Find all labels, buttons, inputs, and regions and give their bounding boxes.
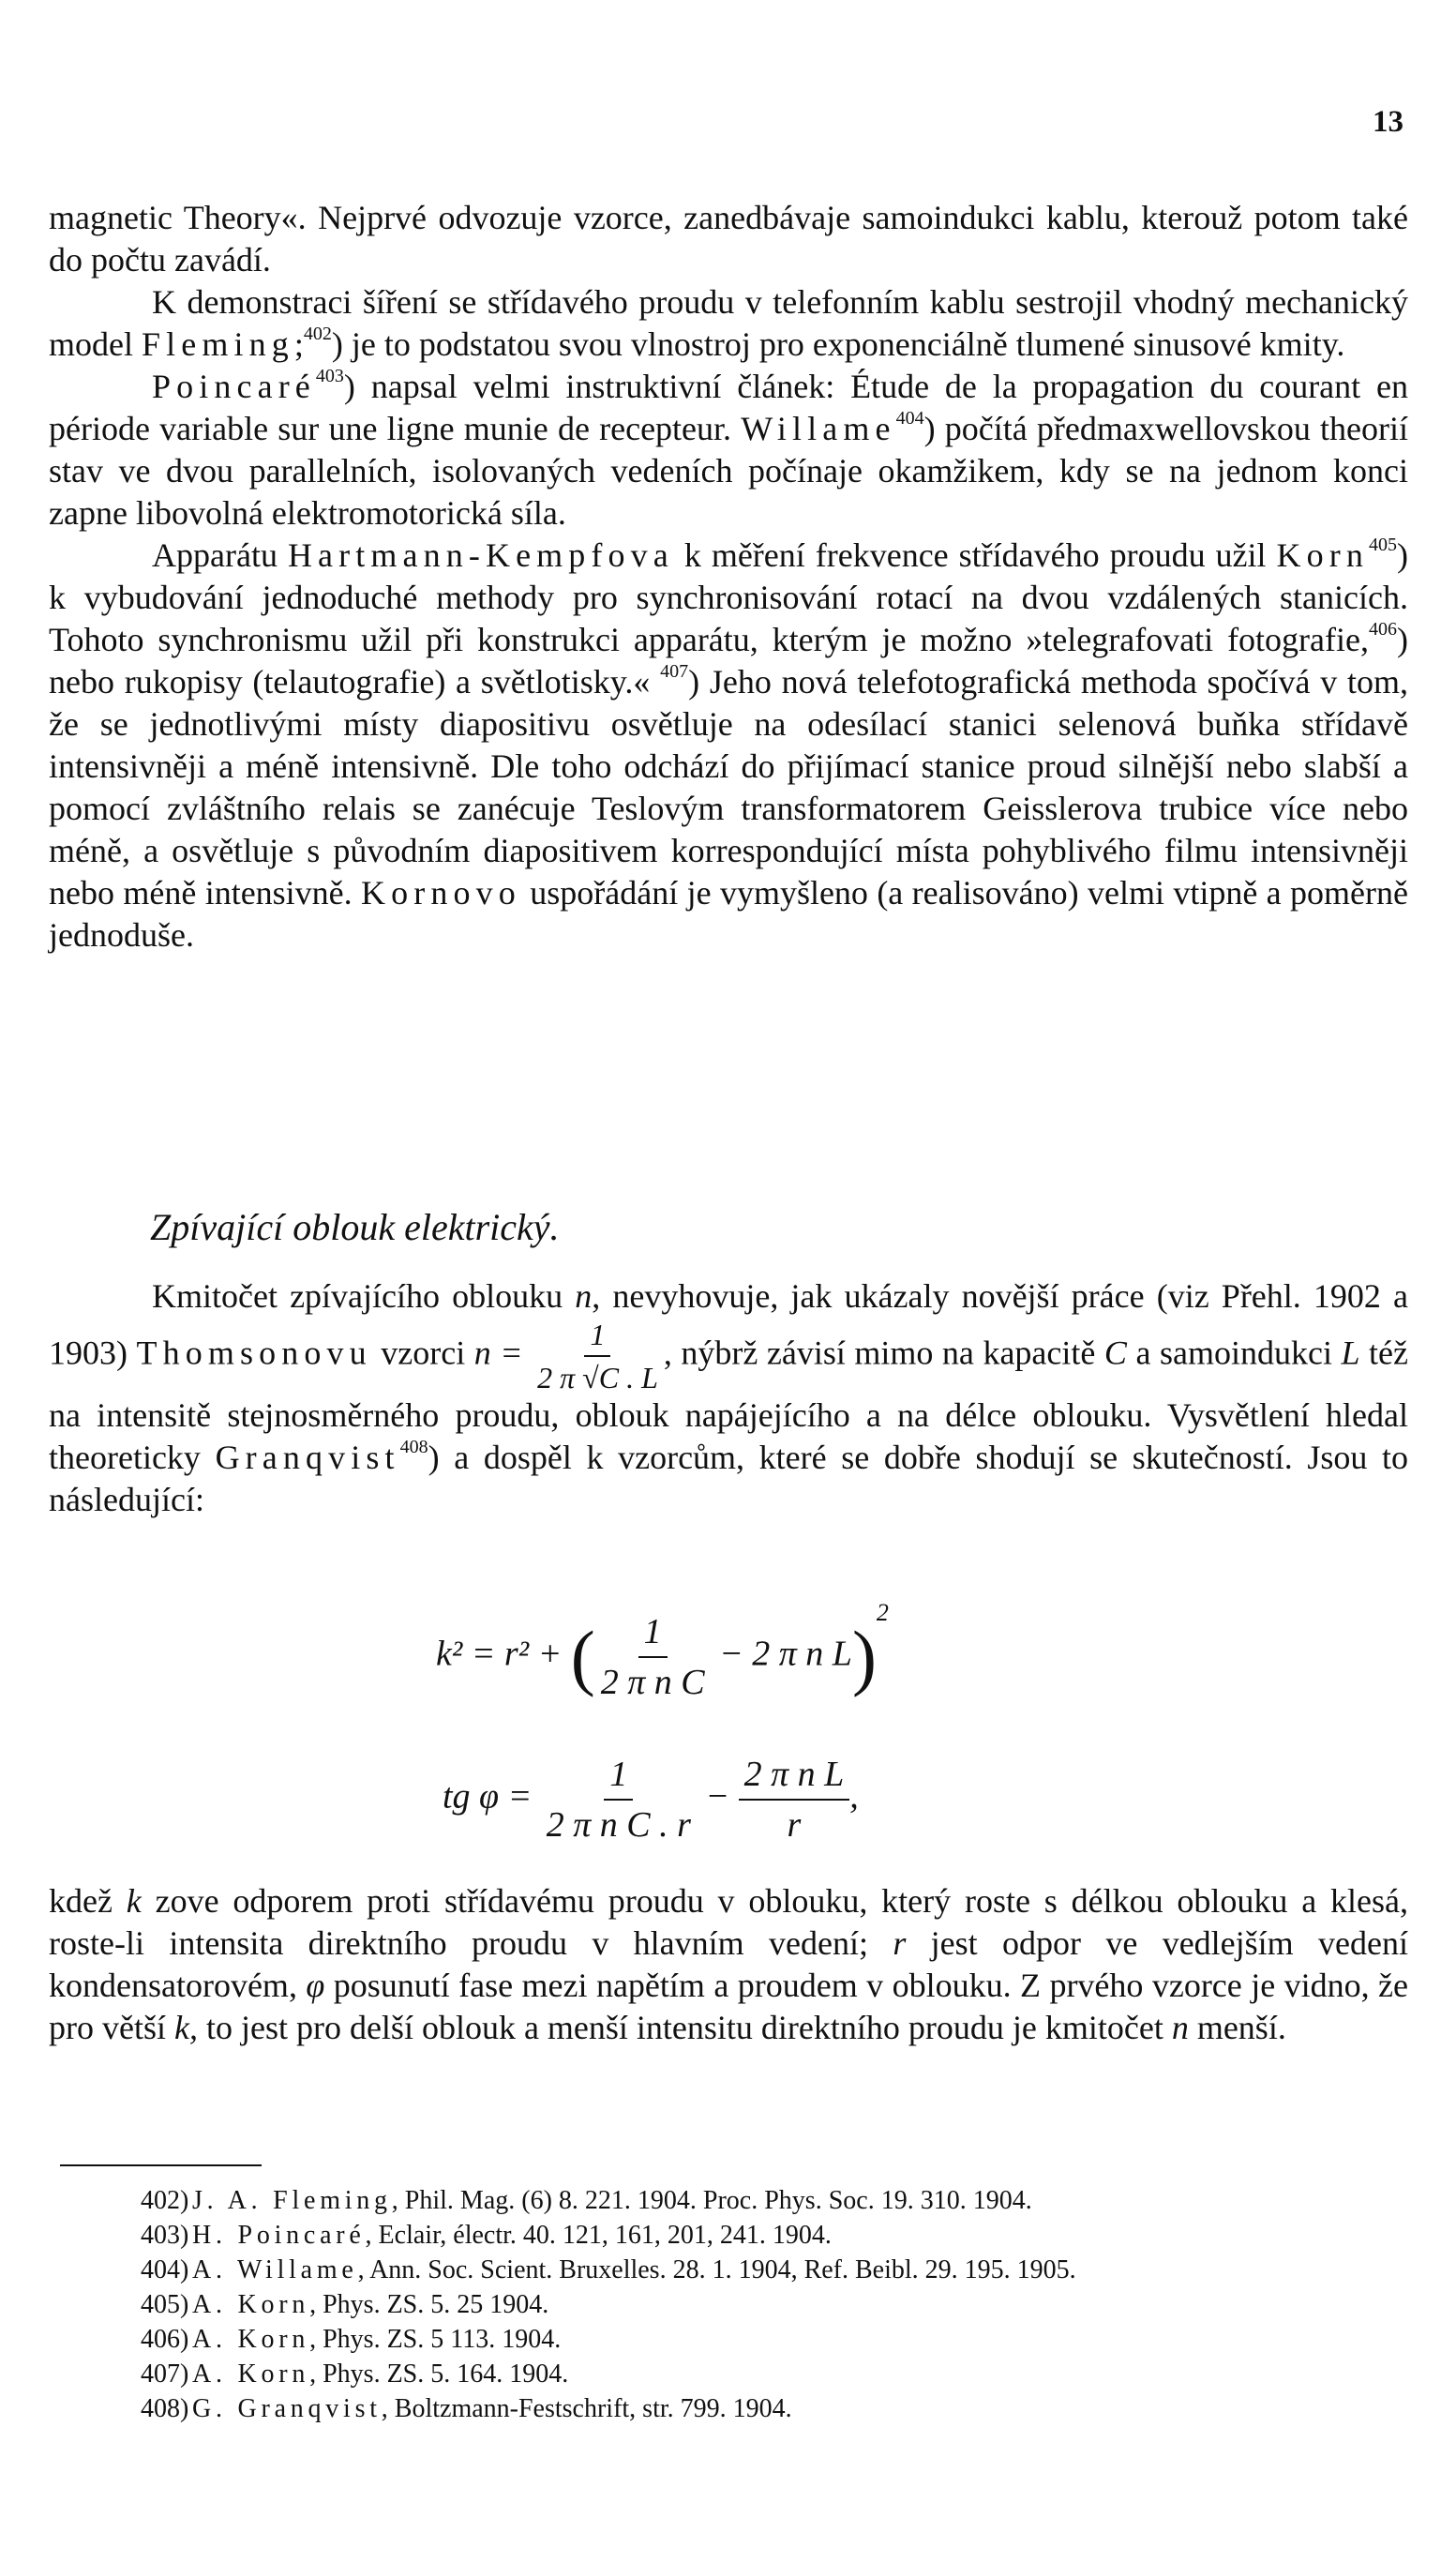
author-name: Granqvist bbox=[215, 1439, 400, 1476]
footnote-number: 406) bbox=[141, 2325, 189, 2354]
symbol: C bbox=[1103, 1334, 1127, 1372]
text: kdež bbox=[49, 1882, 127, 1920]
symbol: n bbox=[1171, 2009, 1189, 2046]
footnote-author: H. Poincaré bbox=[192, 2221, 366, 2250]
text: k měření frekvence střídavého proudu užil bbox=[673, 536, 1277, 574]
author-name: Fleming bbox=[141, 325, 294, 363]
fraction-denominator: 2 π n C . r bbox=[546, 1805, 691, 1845]
equation-lhs: k² = r² + bbox=[436, 1634, 563, 1674]
author-name: Thomsonovu bbox=[136, 1334, 372, 1372]
text: menší. bbox=[1188, 2009, 1286, 2046]
footnote-text: , Ann. Soc. Scient. Bruxelles. 28. 1. 1904, Ref. Beibl. 29. 195. 1905. bbox=[357, 2255, 1076, 2284]
footnote-author: G. Granqvist bbox=[192, 2394, 382, 2423]
main-text bbox=[49, 197, 1408, 957]
fraction-numerator: 1 bbox=[584, 1318, 610, 1357]
text: posunutí fase mezi napětím a proudem v oblouku. Z prvého vzorce je vidno, že pro větší bbox=[49, 1967, 1408, 2046]
equation-2 bbox=[443, 1754, 859, 1846]
symbol: k bbox=[126, 1882, 142, 1920]
text: magnetic Theory«. Nejprvé odvozuje vzorce, zanedbávaje samoindukci kablu, kterouž potom také do počtu zavádí. bbox=[49, 199, 1408, 279]
text: ) napsal velmi instruktivní článek: Étude de la propagation du courant en période variable sur une ligne munie de recepteur. bbox=[49, 368, 1408, 447]
inline-fraction bbox=[532, 1318, 664, 1395]
footnote-text: , Boltzmann-Festschrift, str. 799. 1904. bbox=[381, 2394, 792, 2423]
fraction bbox=[595, 1611, 711, 1703]
footnote-number: 408) bbox=[141, 2394, 189, 2423]
text: ) k vybudování jednoduché methody pro synchronisování rotací na dvou vzdálených stanicích. Tohoto synchronismu užil při konstrukci apparátu, kterým je možno »telegrafovati fotografie, bbox=[49, 536, 1408, 658]
footnote bbox=[141, 2253, 1406, 2287]
paragraph-2: K demonstraci šíření se střídavého proudu v telefonním kablu sestrojil vhodný mechanický model Fleming;$^{402}$) je to podstatou svou vlnostroj pro exponenciálně tlumené sinusové kmity. bbox=[49, 283, 1408, 363]
footnote-divider bbox=[60, 2164, 262, 2166]
symbol: k, bbox=[173, 2009, 198, 2046]
text: a samoindukci bbox=[1126, 1334, 1342, 1372]
text: , nýbrž závisí mimo na kapacitě bbox=[663, 1334, 1104, 1372]
footnote bbox=[141, 2322, 1406, 2357]
paragraph-5 bbox=[49, 1275, 1408, 1521]
author-name: Kornovo bbox=[361, 874, 521, 912]
footnote-ref: 403 bbox=[315, 366, 344, 386]
exponent: 2 bbox=[876, 1599, 889, 1627]
author-name: Korn bbox=[1276, 536, 1369, 574]
footnote bbox=[141, 2391, 1406, 2426]
footnote-ref: 405 bbox=[1369, 535, 1397, 555]
text: Kmitočet zpívajícího oblouku bbox=[152, 1277, 576, 1315]
symbol: L bbox=[1341, 1334, 1360, 1372]
footnote-author: J. A. Fleming bbox=[192, 2186, 392, 2215]
footnote-text: , Phys. ZS. 5. 164. 1904. bbox=[309, 2359, 569, 2389]
text: též na intensitě stejnosměrného proudu, oblouk napájejícího a na délce oblouku. Vysvětlení hledal theoreticky bbox=[49, 1334, 1409, 1476]
footnote-ref: 406 bbox=[1369, 619, 1397, 640]
footnote-ref: 407 bbox=[660, 661, 689, 682]
paragraph-3 bbox=[49, 366, 1408, 535]
fraction-1 bbox=[541, 1754, 697, 1846]
footnote bbox=[141, 2183, 1406, 2218]
symbol: φ bbox=[306, 1967, 325, 2004]
author-name: Willame bbox=[741, 410, 896, 447]
text: , nevyhovuje, jak ukázaly novější práce (viz Přehl. 1902 a 1903) bbox=[49, 1277, 1408, 1372]
footnote-number: 407) bbox=[141, 2359, 189, 2389]
fraction-numerator: 1 bbox=[638, 1611, 668, 1658]
text: K demonstraci šíření se střídavého proudu v telefonním kablu sestrojil vhodný mechanický model bbox=[49, 283, 1408, 363]
paragraph-4 bbox=[49, 535, 1408, 957]
text: zove odporem proti střídavému proudu v oblouku, který roste s délkou oblouku a klesá, roste-li intensita direktního proudu v hlavním vedení; bbox=[49, 1882, 1408, 1962]
text: uspořádání je vymyšleno (a realisováno) velmi vtipně a poměrně jednoduše. bbox=[49, 874, 1408, 954]
footnote-text: , Phys. ZS. 5. 25 1904. bbox=[309, 2290, 549, 2319]
footnote-text: , Phys. ZS. 5 113. 1904. bbox=[309, 2325, 562, 2354]
section-heading: Zpívající oblouk elektrický. bbox=[150, 1206, 560, 1248]
footnote-number: 405) bbox=[141, 2290, 189, 2319]
equation-term: − 2 π n L bbox=[719, 1634, 852, 1674]
fraction-numerator: 1 bbox=[604, 1754, 633, 1801]
fraction-denominator: 2 π n C bbox=[600, 1663, 705, 1702]
author-name: Hartmann-Kempfova bbox=[287, 536, 674, 574]
footnote-author: A. Korn bbox=[192, 2290, 310, 2319]
footnote-number: 402) bbox=[141, 2186, 189, 2215]
fraction-denominator: r bbox=[787, 1805, 802, 1845]
text: ) počítá předmaxwellovskou theorií stav ve dvou parallelních, isolovaných vedeních počínaje okamžikem, kdy se na jednom konci zapne libovolná elektromotorická síla. bbox=[49, 410, 1409, 532]
minus-sign: − bbox=[705, 1776, 730, 1817]
text: ) nebo rukopisy (telautografie) a světlotisky.« bbox=[49, 621, 1408, 701]
footnote-ref: 404 bbox=[895, 408, 924, 429]
footnote-author: A. Korn bbox=[192, 2325, 310, 2354]
inline-formula-lhs: n = bbox=[473, 1334, 523, 1372]
footnote bbox=[141, 2287, 1406, 2322]
equation-1 bbox=[436, 1599, 889, 1703]
text: to jest pro delší oblouk a menší intensitu direktního proudu je kmitočet bbox=[197, 2009, 1172, 2046]
symbol: n bbox=[575, 1277, 593, 1315]
comma: , bbox=[849, 1776, 859, 1817]
text: ) Jeho nová telefotografická methoda spočívá v tom, že se jednotlivými místy diapositivu osvětluje na odesílací stanici selenová buňka střídavě intensivněji a méně intensivně. Dle toho odchází do přijímací stanice proud silnější nebo slabší a pomocí zvláštního relais se zanécuje Teslovým transformatorem Geisslerova trubice více nebo méně, a osvětluje s původním diapositivem korrespondující místa pohyblivého filmu intensivněji nebo méně intensivně. bbox=[49, 663, 1408, 912]
right-paren: ) bbox=[851, 1616, 877, 1697]
text: ) a dospěl k vzorcům, které se dobře shodují se skutečností. Jsou to následující: bbox=[49, 1439, 1408, 1518]
footnote bbox=[141, 2357, 1406, 2391]
symbol: r bbox=[893, 1924, 907, 1962]
author-name: Poincaré bbox=[152, 368, 316, 405]
text: vzorci bbox=[371, 1334, 474, 1372]
fraction-denominator: 2 π √C . L bbox=[537, 1361, 658, 1395]
footnote-ref: 402 bbox=[303, 324, 332, 344]
equation-lhs: tg φ = bbox=[443, 1776, 533, 1817]
footnote-number: 404) bbox=[141, 2255, 189, 2284]
text: jest odpor ve vedlejším vedení kondensatorovém, bbox=[49, 1924, 1408, 2004]
footnote-ref: 408 bbox=[399, 1437, 428, 1457]
left-paren: ( bbox=[570, 1616, 595, 1697]
fraction-2 bbox=[739, 1754, 850, 1846]
text: ) je to podstatou svou vlnostroj pro exponenciálně tlumené sinusové kmity. bbox=[331, 325, 1345, 363]
page-number: 13 bbox=[1373, 105, 1403, 139]
footnotes bbox=[141, 2183, 1406, 2426]
footnote-text: , Eclair, électr. 40. 121, 161, 201, 241. 1904. bbox=[365, 2221, 832, 2250]
text: Apparátu bbox=[152, 536, 288, 574]
footnote-author: A. Willame bbox=[192, 2255, 358, 2284]
footnote bbox=[141, 2218, 1406, 2253]
paragraph-1 bbox=[49, 197, 1408, 281]
footnote-author: A. Korn bbox=[192, 2359, 310, 2389]
footnote-number: 403) bbox=[141, 2221, 189, 2250]
paragraph-6 bbox=[49, 1880, 1408, 2049]
fraction-numerator: 2 π n L bbox=[739, 1754, 850, 1801]
footnote-text: , Phil. Mag. (6) 8. 221. 1904. Proc. Phys. Soc. 19. 310. 1904. bbox=[391, 2186, 1032, 2215]
